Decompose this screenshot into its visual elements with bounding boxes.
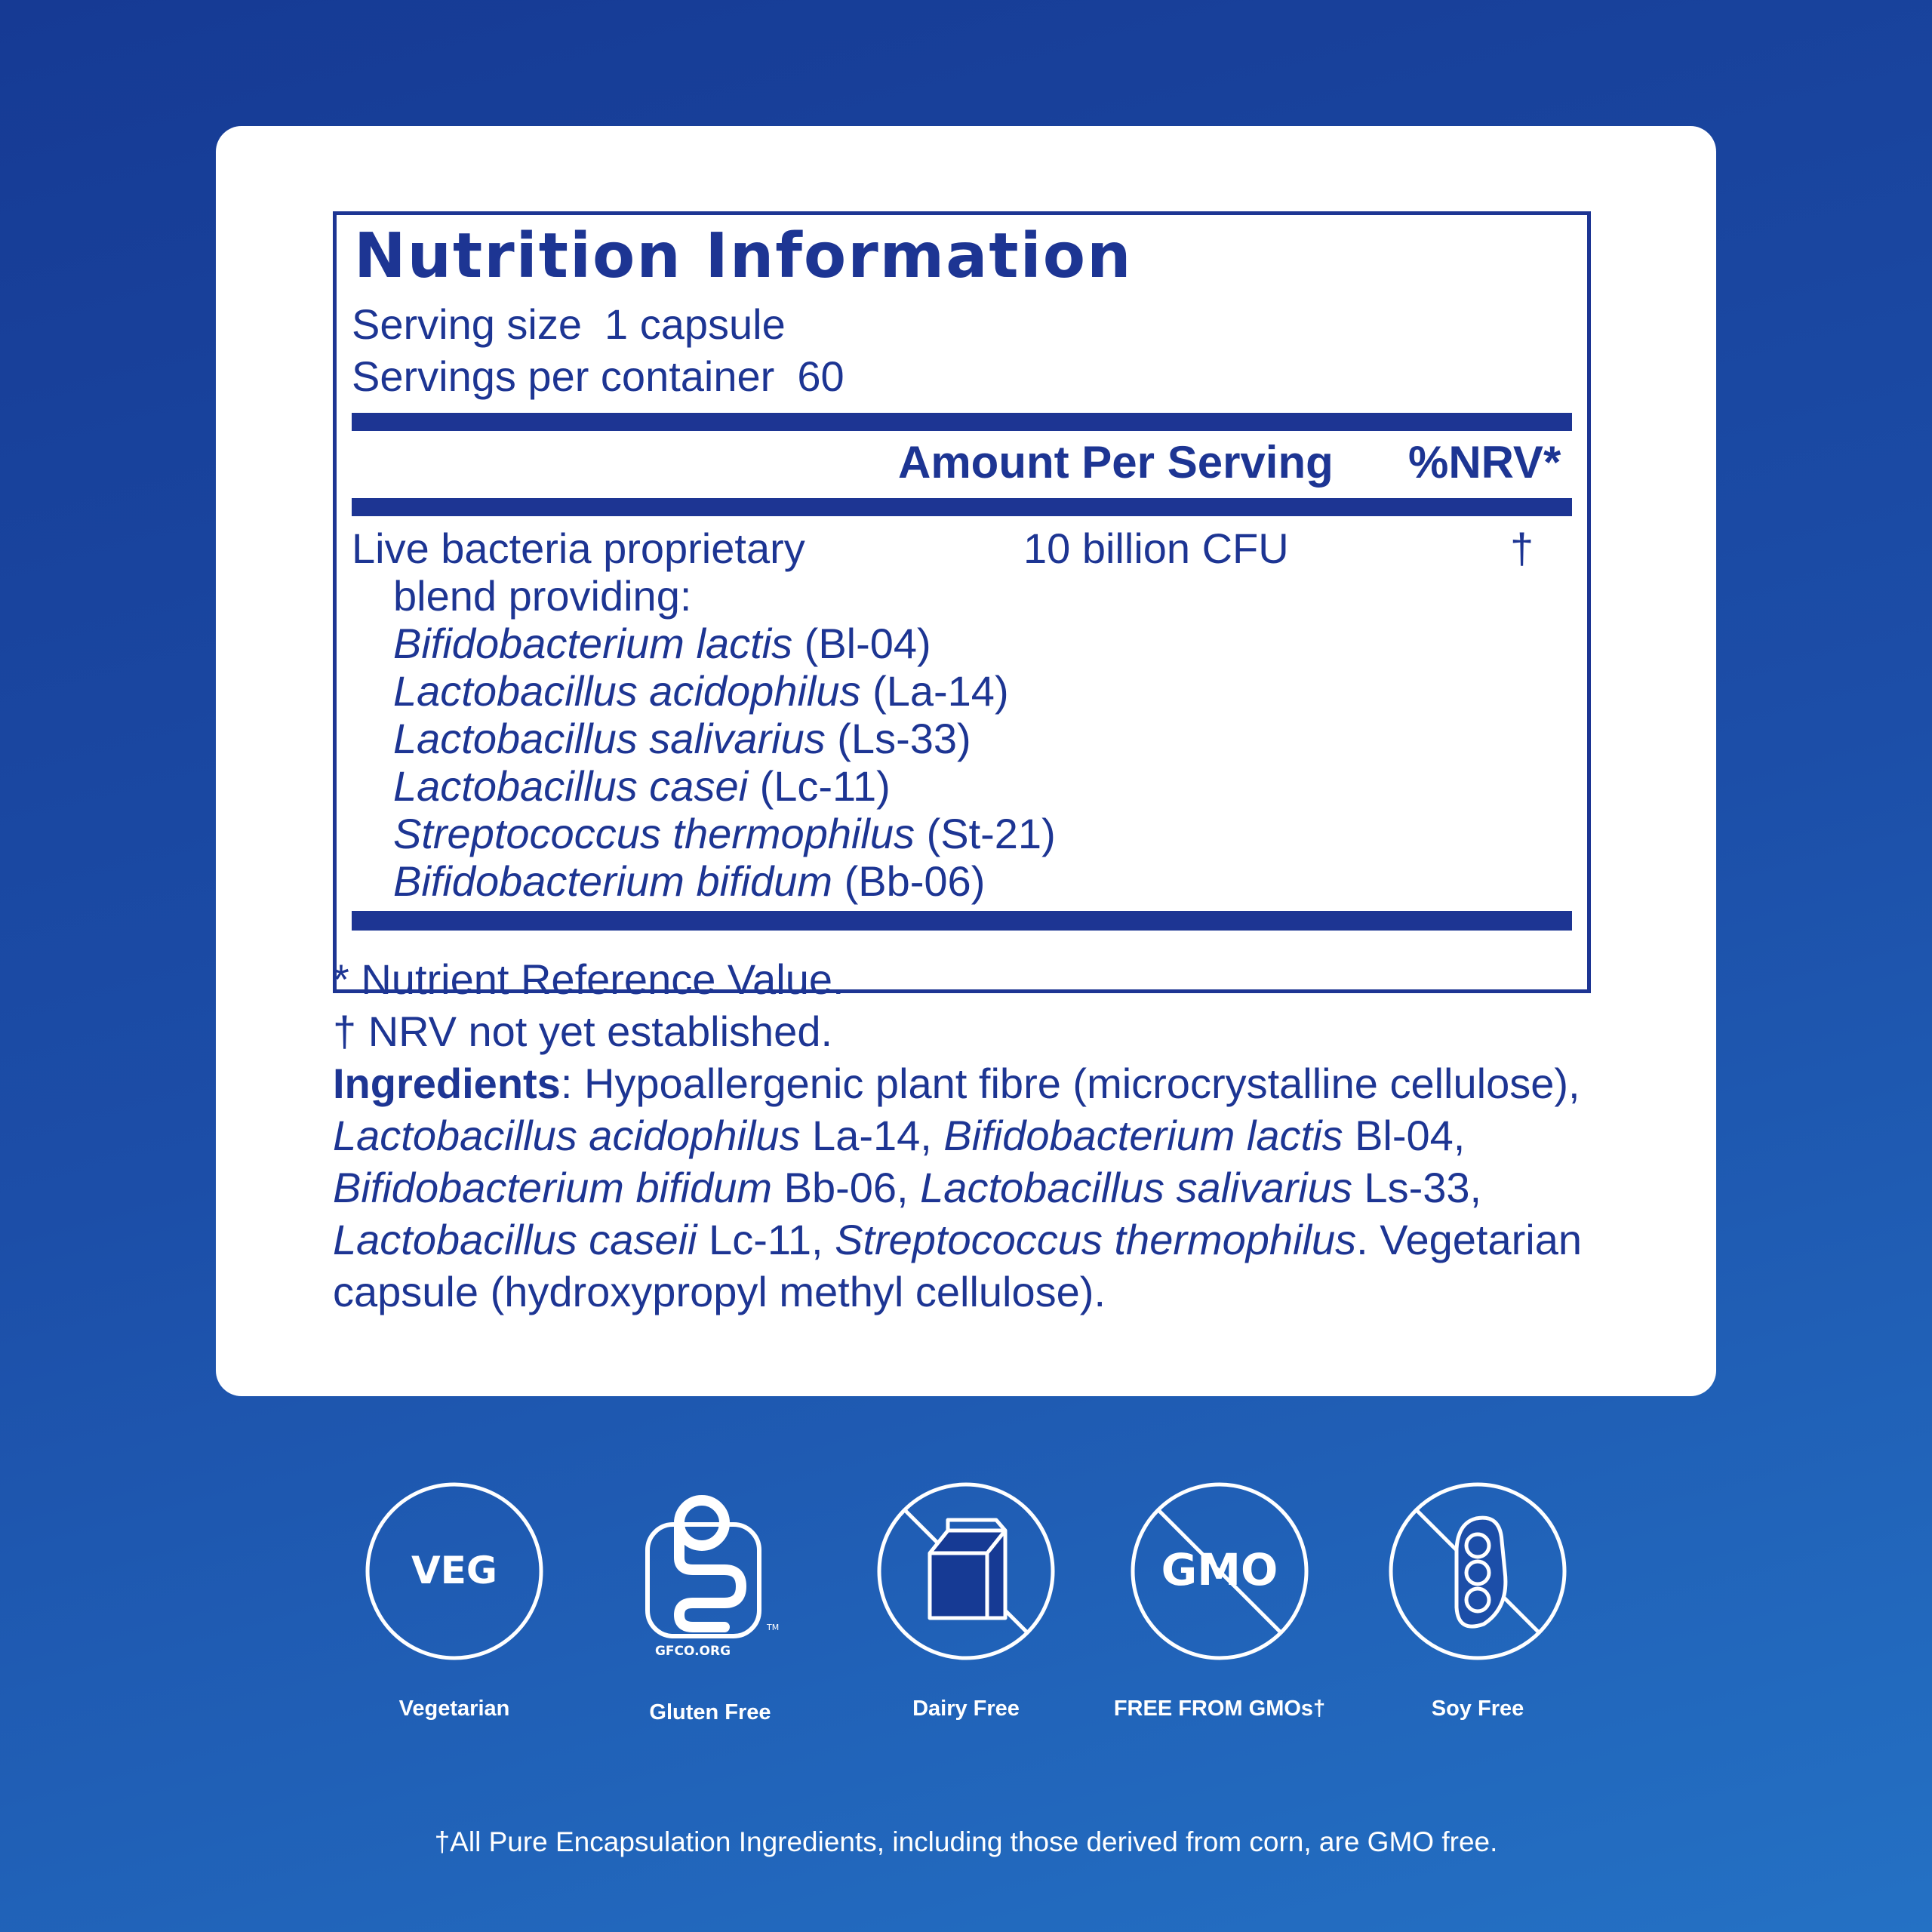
divider-bar-top	[352, 413, 1572, 431]
gluten-free-label: Gluten Free	[649, 1700, 771, 1724]
dairy-free-label: Dairy Free	[912, 1697, 1020, 1721]
ingredients-text: . Vegetarian capsule (hydroxypropyl methyl cellulose).	[333, 1216, 1583, 1315]
strain-row	[393, 762, 891, 810]
serving-size-label: Serving size	[352, 300, 583, 348]
ingredients-paragraph	[333, 1057, 1616, 1318]
serving-size-row	[352, 300, 786, 348]
gmo-free-icon	[1129, 1481, 1310, 1662]
blend-amount: 10 billion CFU	[1023, 525, 1289, 572]
strain-code: (Bl-04)	[804, 620, 931, 667]
gfco-gluten-free-icon	[640, 1485, 783, 1666]
nrv-not-established-footnote: † NRV not yet established.	[333, 1008, 833, 1055]
ingredients-text: : Hypoallergenic plant fibre (microcrystalline cellulose),	[560, 1060, 1580, 1107]
strain-name: Lactobacillus salivarius	[393, 715, 826, 762]
gfco-trademark: TM	[767, 1623, 780, 1632]
blend-nrv: †	[1510, 525, 1534, 572]
panel-title: Nutrition Information	[354, 220, 1133, 292]
strain-name: Lactobacillus acidophilus	[393, 667, 861, 715]
column-header-amount: Amount Per Serving	[898, 437, 1334, 488]
vegetarian-label: Vegetarian	[398, 1697, 510, 1721]
gfco-text: GFCO.ORG	[654, 1644, 731, 1659]
blend-name-line2: blend providing:	[393, 572, 692, 620]
dairy-free-icon	[875, 1481, 1057, 1662]
ingredients-text: Lc-11,	[697, 1216, 835, 1263]
servings-value: 60	[797, 352, 844, 400]
strain-row	[393, 810, 1056, 857]
strain-code: (Lc-11)	[759, 762, 891, 810]
serving-size-value: 1 capsule	[605, 300, 786, 348]
label-notes	[333, 953, 1616, 1318]
ingredients-text: Bb-06,	[772, 1164, 921, 1211]
strain-name: Bifidobacterium bifidum	[393, 857, 833, 905]
strain-name: Streptococcus thermophilus	[393, 810, 915, 857]
blend-name-line1: Live bacteria proprietary	[352, 525, 805, 572]
nrv-footnote: * Nutrient Reference Value.	[333, 955, 844, 1003]
divider-bar-middle	[352, 498, 1572, 516]
free-from-gmos-label: FREE FROM GMOs†	[1113, 1697, 1326, 1721]
ingredients-species: Lactobacillus salivarius	[920, 1164, 1352, 1211]
strain-row	[393, 715, 971, 762]
column-header-nrv: %NRV*	[1408, 437, 1561, 488]
ingredients-label: Ingredients	[333, 1060, 561, 1107]
veg-badge-icon	[364, 1481, 545, 1662]
strain-code: (St-21)	[926, 810, 1056, 857]
nutrition-facts-panel	[333, 211, 1591, 993]
gmo-footnote: †All Pure Encapsulation Ingredients, including those derived from corn, are GMO free.	[434, 1826, 1498, 1857]
strain-code: (La-14)	[872, 667, 1009, 715]
veg-badge-text: VEG	[411, 1549, 497, 1592]
servings-per-container-row	[352, 352, 844, 400]
nutrition-card	[216, 126, 1716, 1396]
strain-name: Lactobacillus casei	[393, 762, 749, 810]
soy-free-icon	[1387, 1481, 1568, 1662]
strain-row	[393, 857, 986, 905]
ingredients-species: Lactobacillus acidophilus	[333, 1112, 801, 1159]
ingredients-text: Bl-04,	[1343, 1112, 1466, 1159]
strain-code: (Bb-06)	[844, 857, 986, 905]
ingredients-species: Streptococcus thermophilus	[835, 1216, 1357, 1263]
servings-label: Servings per container	[352, 352, 775, 400]
ingredients-text: Ls-33,	[1352, 1164, 1482, 1211]
strain-row	[393, 620, 931, 667]
ingredients-species: Lactobacillus caseii	[333, 1216, 697, 1263]
strain-name: Bifidobacterium lactis	[393, 620, 793, 667]
ingredients-species: Bifidobacterium bifidum	[333, 1164, 773, 1211]
ingredients-species: Bifidobacterium lactis	[943, 1112, 1343, 1159]
gmo-badge-text: GMO	[1161, 1544, 1278, 1595]
strain-code: (Ls-33)	[837, 715, 971, 762]
divider-bar-bottom	[352, 911, 1572, 931]
soy-free-label: Soy Free	[1431, 1697, 1524, 1721]
ingredients-text: La-14,	[800, 1112, 944, 1159]
strain-row	[393, 667, 1009, 715]
